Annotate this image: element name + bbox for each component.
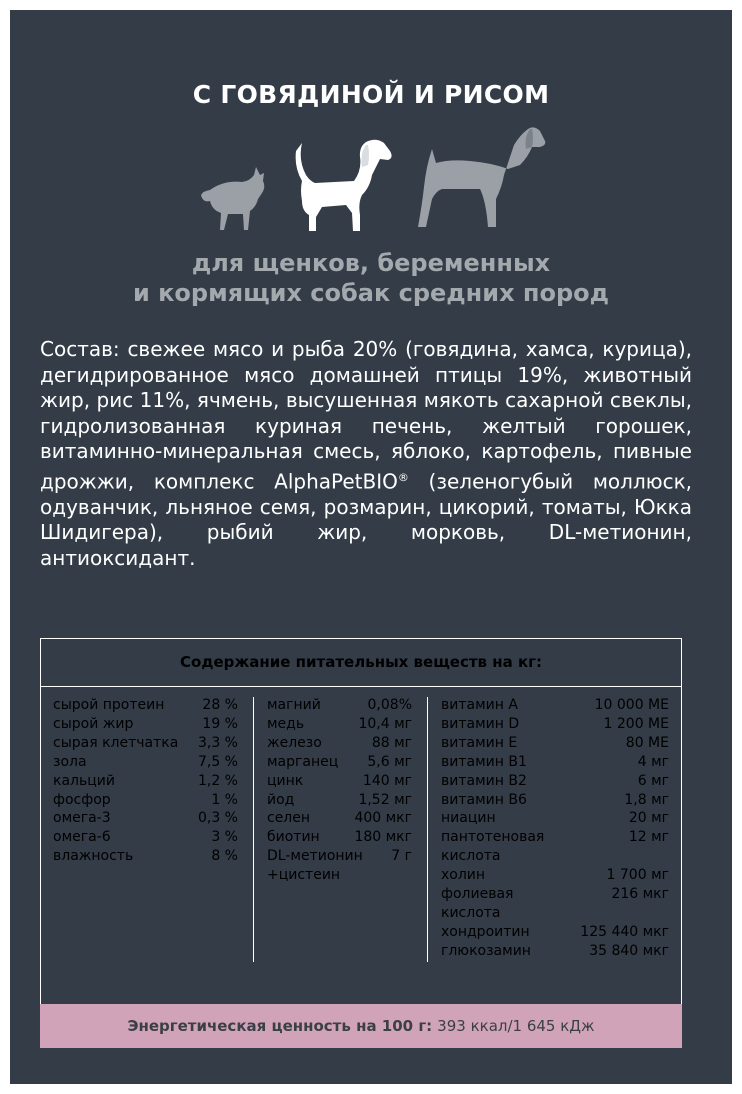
nutrient-row	[441, 923, 669, 942]
nutrient-value: 7 г	[391, 848, 412, 865]
nutrient-value: 4 мг	[637, 753, 669, 770]
nutrient-name: витамин E	[441, 734, 518, 751]
nutrient-value: 80 МЕ	[625, 734, 669, 751]
nutrient-value: 1 200 МЕ	[603, 715, 669, 732]
nutrient-value: 1 %	[211, 791, 238, 808]
nutrient-name: холин	[441, 867, 486, 884]
nutrient-name: медь	[267, 715, 305, 732]
nutrient-value: 35 840 мкг	[589, 942, 669, 959]
nutrients-title-divider	[41, 686, 681, 687]
column-divider	[427, 697, 428, 962]
nutrient-value: 10,4 мг	[358, 715, 412, 732]
nutrient-row	[267, 847, 412, 866]
nutrient-value: 140 мг	[362, 772, 412, 789]
nutrient-row	[53, 753, 238, 772]
subtitle-line-1: для щенков, беременных	[191, 249, 551, 277]
nutrient-name: фосфор	[53, 791, 111, 808]
nutrient-row	[441, 885, 669, 904]
nutrient-row	[53, 772, 238, 791]
nutrient-value: 6 мг	[637, 772, 669, 789]
nutrient-value: 180 мкг	[354, 829, 412, 846]
nutrient-row	[267, 696, 412, 715]
nutrient-row	[441, 734, 669, 753]
nutrient-value: 5,6 мг	[367, 753, 412, 770]
nutrient-row	[441, 696, 669, 715]
composition-text-part-2: (зеленогубый моллюск, одуванчик, льняное семя, розмарин, цикорий, томаты, Юкка Шидигера), рыбий жир, морковь, DL-метионин, антиоксидант.	[40, 469, 692, 570]
subtitle-line-2: и кормящих собак средних пород	[132, 279, 610, 307]
nutrient-name: сырой протеин	[53, 697, 165, 713]
nutrient-name: фолиевая	[441, 886, 514, 903]
nutrient-name: селен	[267, 810, 311, 827]
nutrient-row	[441, 791, 669, 810]
energy-value: 393 ккал/1 645 кДж	[437, 1017, 595, 1035]
nutrient-value: 10 000 МЕ	[594, 697, 669, 713]
nutrient-value: 8 %	[211, 848, 238, 865]
product-subtitle	[10, 248, 732, 308]
nutrient-row	[441, 904, 669, 923]
nutrient-name: витамин B2	[441, 772, 527, 789]
nutrient-row	[267, 866, 412, 885]
nutrient-name: зола	[53, 753, 87, 770]
nutrient-row	[441, 753, 669, 772]
nutrient-name: глюкозамин	[441, 942, 531, 959]
nutrient-name: витамин B6	[441, 791, 527, 808]
nutrient-row	[267, 772, 412, 791]
nutrients-table	[40, 638, 682, 1008]
nutrient-value: 1 700 мг	[606, 867, 669, 884]
nutrient-value: 3 %	[211, 829, 238, 846]
nutrient-name: витамин D	[441, 715, 520, 732]
nutrient-row	[441, 715, 669, 734]
large-dog-icon	[418, 127, 545, 227]
small-dog-icon	[201, 167, 264, 230]
nutrient-row	[267, 828, 412, 847]
nutrient-name: витамин B1	[441, 753, 527, 770]
nutrient-value: 1,52 мг	[358, 791, 412, 808]
dog-size-icons	[10, 115, 732, 245]
nutrient-row	[267, 791, 412, 810]
nutrient-name: +цистеин	[267, 867, 341, 884]
nutrients-title: Содержание питательных веществ на кг:	[180, 653, 542, 671]
nutrient-row	[53, 828, 238, 847]
nutrient-name: йод	[267, 791, 295, 808]
product-title: С ГОВЯДИНОЙ И РИСОМ	[192, 80, 550, 109]
nutrient-value: 0,3 %	[197, 810, 238, 827]
medium-dog-icon	[296, 140, 392, 231]
nutrient-name: марганец	[267, 753, 339, 770]
nutrient-value: 88 мг	[371, 734, 412, 751]
nutrients-column-2	[267, 696, 412, 885]
nutrient-row	[441, 809, 669, 828]
nutrient-value: 7,5 %	[197, 753, 238, 770]
nutrient-name: кислота	[441, 848, 501, 865]
nutrient-value: 12 мг	[628, 829, 669, 846]
nutrient-name: кальций	[53, 772, 115, 789]
nutrient-row	[53, 734, 238, 753]
nutrient-row	[53, 791, 238, 810]
energy-value-bar	[40, 1004, 682, 1048]
nutrient-name: омега-3	[53, 810, 111, 827]
nutrient-name: магний	[267, 697, 321, 713]
nutrient-value: 125 440 мкг	[580, 923, 669, 940]
nutrient-name: железо	[267, 734, 322, 751]
nutrient-value: 3,3 %	[197, 734, 238, 751]
nutrient-value: 400 мкг	[354, 810, 412, 827]
nutrient-row	[267, 715, 412, 734]
nutrient-row	[267, 809, 412, 828]
nutrient-row	[441, 828, 669, 847]
nutrient-row	[441, 847, 669, 866]
nutrient-name: витамин A	[441, 697, 518, 713]
nutrient-name: пантотеновая	[441, 829, 545, 846]
nutrient-row	[267, 734, 412, 753]
nutrient-name: биотин	[267, 829, 320, 846]
nutrient-row	[441, 772, 669, 791]
nutrient-row	[53, 715, 238, 734]
composition-text-part-1: Состав: свежее мясо и рыба 20% (говядина, хамса, курица), дегидрированное мясо домашней птицы 19%, животный жир, рис 11%, ячмень, высушенная мякоть сахарной свеклы, гидролизованная куриная печень, желтый горошек, витаминно-минеральная смесь, яблоко, картофель, пивные дрожжи, комплекс AlphaPetBIO	[40, 337, 692, 494]
nutrient-row	[441, 942, 669, 961]
nutrient-value: 1,8 мг	[624, 791, 669, 808]
nutrient-name: цинк	[267, 772, 304, 789]
nutrient-value: 0,08%	[367, 697, 412, 713]
nutrients-column-3	[441, 696, 669, 961]
nutrient-name: кислота	[441, 904, 501, 921]
nutrient-value: 1,2 %	[197, 772, 238, 789]
nutrient-value: 216 мкг	[611, 886, 669, 903]
nutrient-name: влажность	[53, 848, 134, 865]
nutrient-name: ниацин	[441, 810, 496, 827]
nutrient-name: сырой жир	[53, 715, 134, 732]
composition-text	[40, 337, 692, 571]
nutrient-name: хондроитин	[441, 923, 530, 940]
column-divider	[253, 697, 254, 962]
nutrient-row	[53, 696, 238, 715]
nutrient-row	[441, 866, 669, 885]
nutrient-row	[53, 809, 238, 828]
energy-label: Энергетическая ценность на 100 г:	[127, 1017, 433, 1035]
nutrient-value: 20 мг	[628, 810, 669, 827]
nutrients-column-1	[53, 696, 238, 866]
nutrient-name: сырая клетчатка	[53, 734, 179, 751]
nutrient-name: омега-6	[53, 829, 111, 846]
registered-mark: ®	[397, 470, 409, 484]
nutrient-row	[53, 847, 238, 866]
nutrient-value: 28 %	[202, 697, 238, 713]
nutrient-name: DL-метионин	[267, 848, 363, 865]
nutrient-row	[267, 753, 412, 772]
nutrient-value: 19 %	[202, 715, 238, 732]
